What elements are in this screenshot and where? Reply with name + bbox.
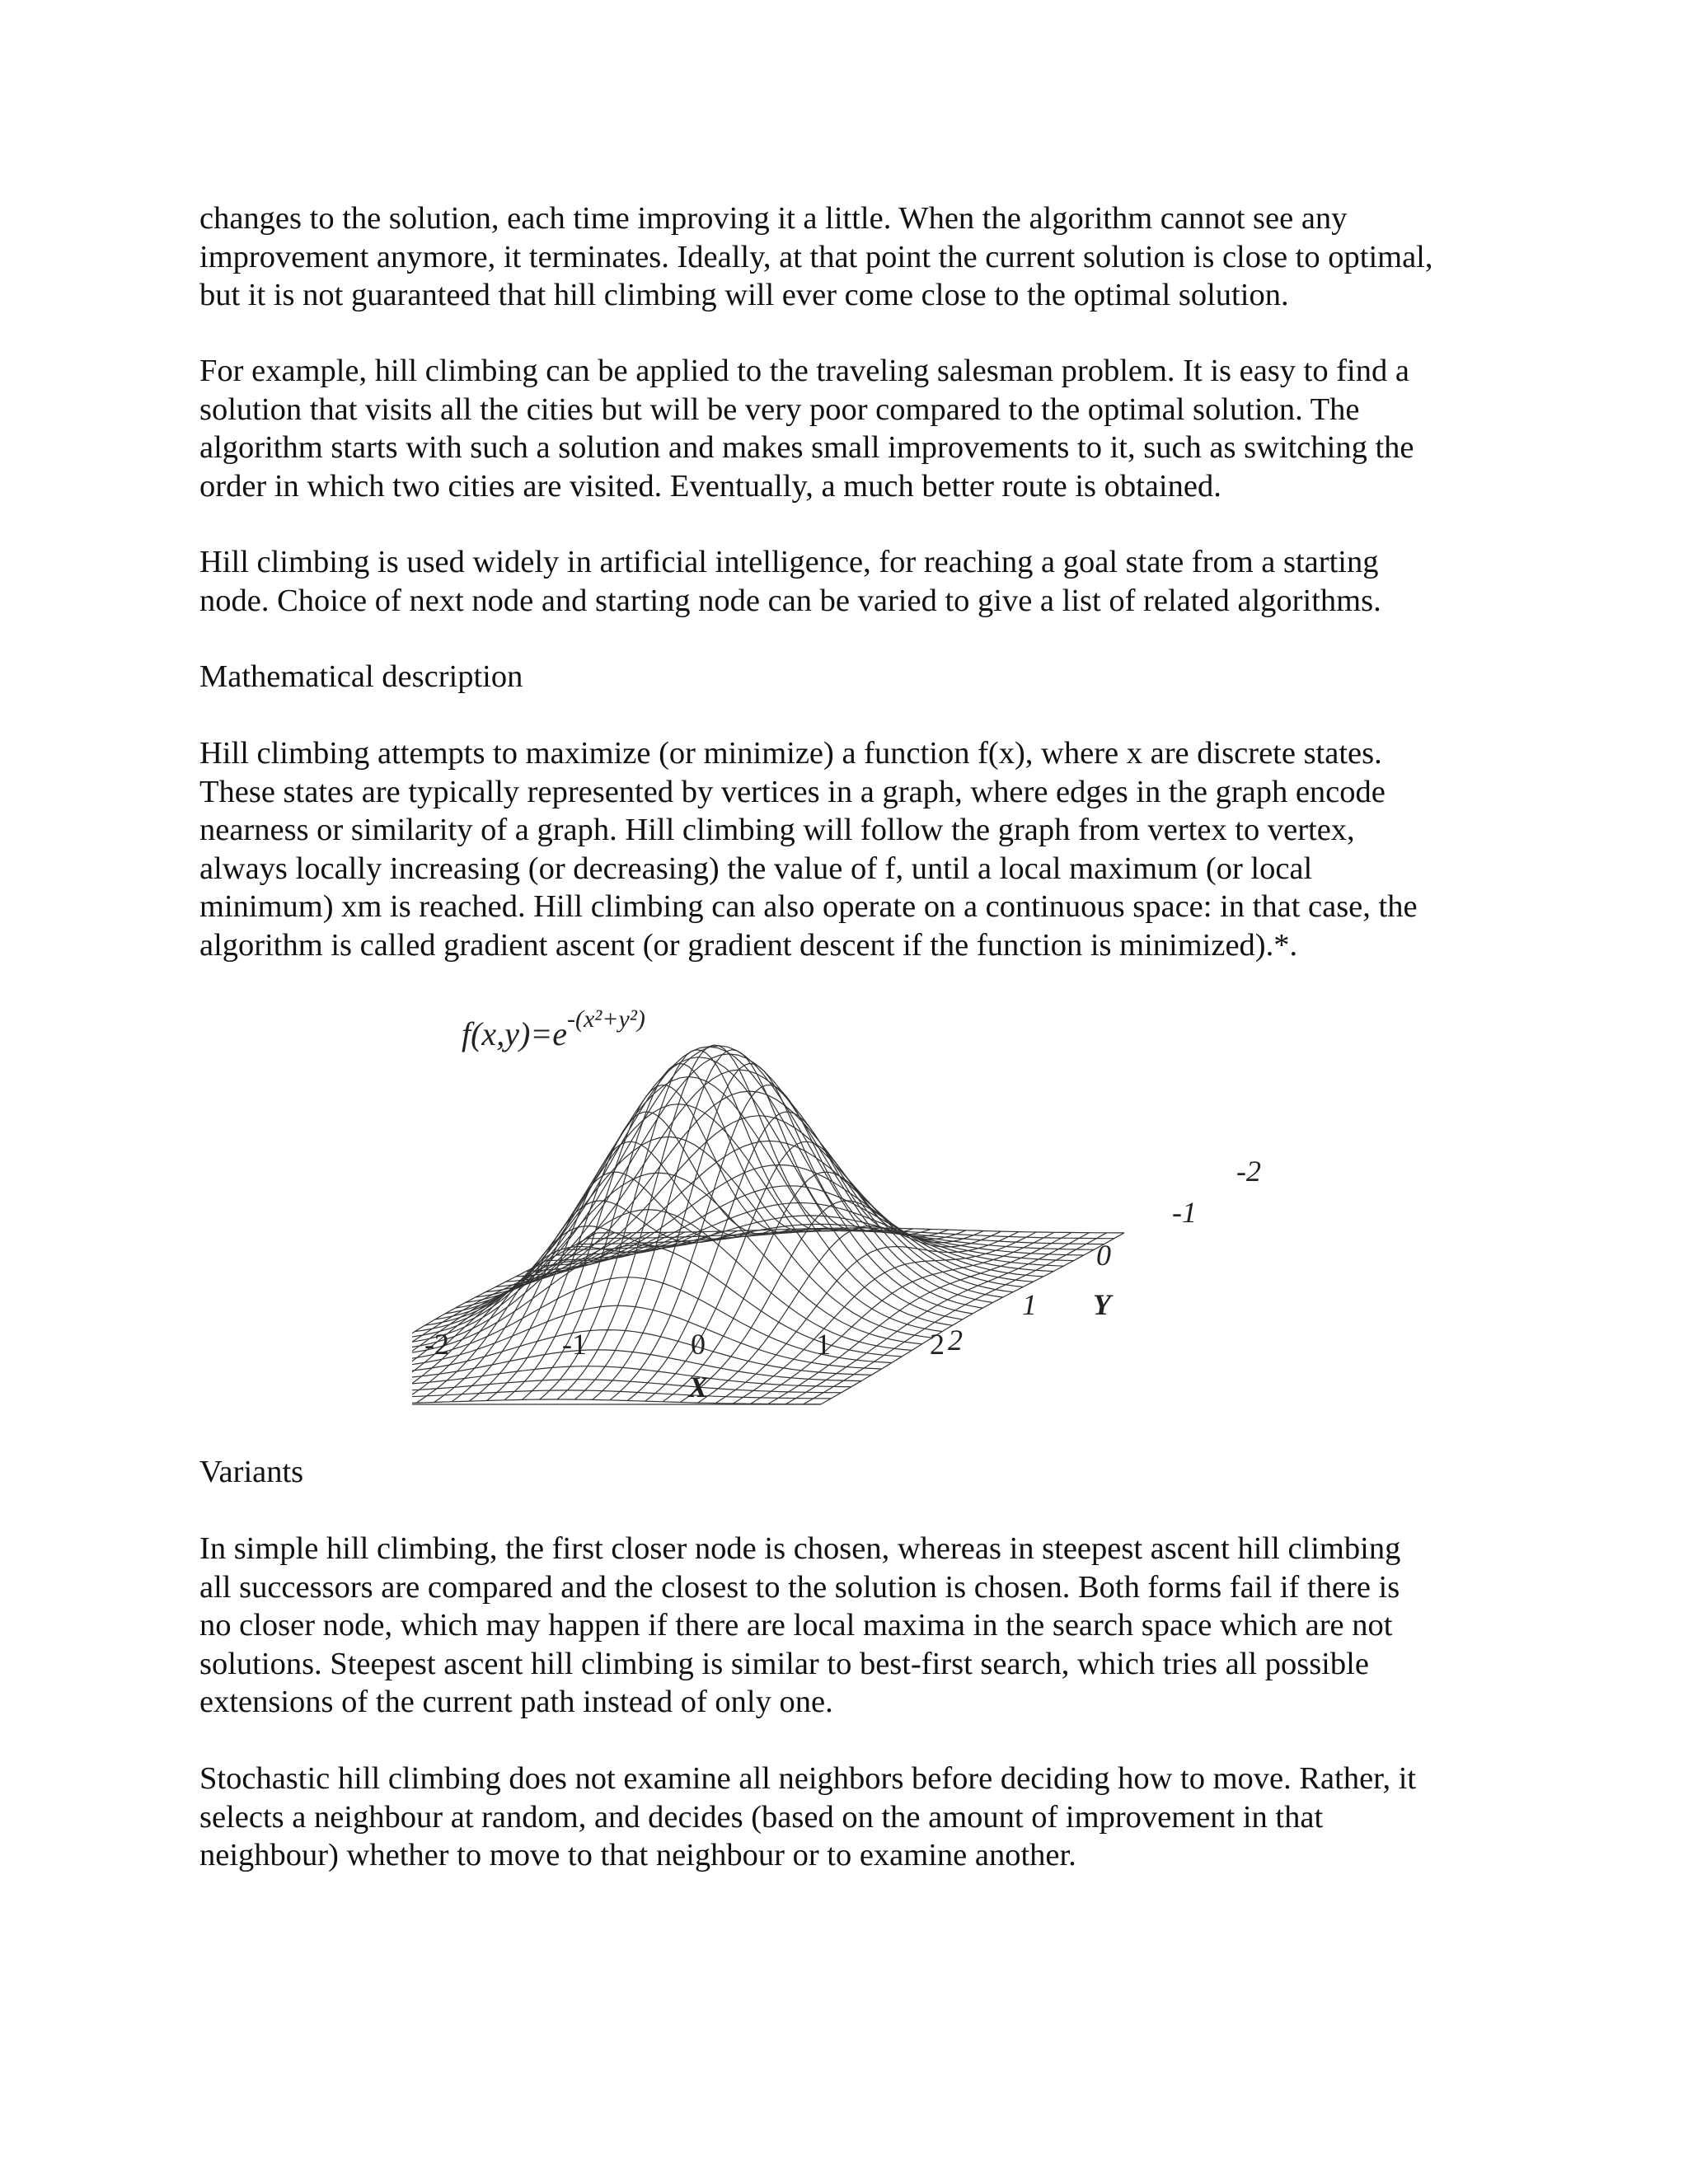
section-heading-variants: Variants: [199, 1455, 304, 1489]
surface-grid-line-x: [412, 1232, 685, 1404]
x-axis-label: X: [688, 1371, 709, 1404]
paragraph-ai-usage: [199, 543, 1535, 620]
text-line: solutions. Steepest ascent hill climbing is similar to best-first search, which tries all possible: [199, 1646, 1369, 1681]
text-line: neighbour) whether to move to that neighbour or to examine another.: [199, 1838, 1076, 1872]
surface-grid-line-x: [469, 1141, 772, 1401]
surface-plot: [412, 989, 1286, 1426]
surface-grid-line-y: [412, 1330, 871, 1376]
formula-base: f(x,y)=e: [462, 1015, 568, 1052]
x-tick-label: 2: [930, 1328, 945, 1361]
y-tick-label: 0: [1096, 1239, 1111, 1272]
surface-grid-line-x: [821, 1233, 1124, 1404]
function-formula: [462, 1005, 645, 1053]
text-line: Hill climbing is used widely in artificial intelligence, for reaching a goal state from a starting: [199, 545, 1379, 579]
text-line: node. Choice of next node and starting node can be varied to give a list of related algorithms.: [199, 583, 1381, 618]
x-tick-label: 0: [691, 1328, 706, 1361]
x-tick-label: 1: [816, 1328, 831, 1361]
y-tick-label: -1: [1172, 1196, 1197, 1229]
gaussian-surface-figure: [412, 989, 1286, 1426]
text-line: nearness or similarity of a graph. Hill climbing will follow the graph from vertex to vertex,: [199, 813, 1355, 847]
text-line: algorithm starts with such a solution and makes small improvements to it, such as switching the: [199, 430, 1414, 465]
text-line: algorithm is called gradient ascent (or gradient descent if the function is minimized).*.: [199, 927, 1298, 963]
text-line: but it is not guaranteed that hill climbing will ever come close to the optimal solution.: [199, 278, 1289, 312]
paragraph-stochastic: [199, 1760, 1535, 1875]
text-line: order in which two cities are visited. Eventually, a much better route is obtained.: [199, 468, 1221, 504]
surface-grid-line-y: [412, 1173, 922, 1344]
section-heading-mathematical-description: Mathematical description: [199, 659, 523, 694]
text-line: selects a neighbour at random, and decides (based on the amount of improvement in that: [199, 1799, 1324, 1835]
y-tick-label: 1: [1022, 1288, 1037, 1321]
text-line: improvement anymore, it terminates. Ideally, at that point the current solution is close to optimal,: [199, 239, 1433, 274]
text-line: minimum) xm is reached. Hill climbing can also operate on a continuous space: in that case, the: [199, 889, 1418, 924]
surface-grid-line-x: [785, 1233, 1089, 1404]
text-line: all successors are compared and the closest to the solution is chosen. Both forms fail if there is: [199, 1569, 1400, 1605]
paragraph-hill-climbing-intro: [199, 199, 1535, 315]
surface-grid-line-x: [627, 1112, 931, 1400]
formula-exponent: -(x²+y²): [567, 1005, 645, 1033]
x-tick-label: -1: [562, 1328, 587, 1361]
y-tick-label: -2: [1236, 1155, 1261, 1188]
x-tick-label: -2: [424, 1328, 449, 1361]
text-line: solution that visits all the cities but will be very poor compared to the optimal solution. The: [199, 391, 1360, 427]
surface-grid-line-y: [412, 1399, 821, 1404]
text-line: changes to the solution, each time improving it a little. When the algorithm cannot see any: [199, 201, 1348, 236]
text-line: extensions of the current path instead of only one.: [199, 1685, 833, 1719]
text-line: In simple hill climbing, the first closer node is chosen, whereas in steepest ascent hill climbing: [199, 1531, 1401, 1566]
paragraph-math-description: [199, 734, 1535, 964]
text-line: Stochastic hill climbing does not examine all neighbors before deciding how to move. Rather, it: [199, 1761, 1417, 1796]
text-line: no closer node, which may happen if there are local maxima in the search space which are not: [199, 1608, 1393, 1643]
text-line: Hill climbing attempts to maximize (or minimize) a function f(x), where x are discrete states.: [199, 736, 1382, 771]
text-line: always locally increasing (or decreasing) the value of f, until a local maximum (or local: [199, 851, 1313, 886]
text-line: For example, hill climbing can be applied to the traveling salesman problem. It is easy to find a: [199, 354, 1409, 388]
y-tick-label: 2: [948, 1324, 963, 1357]
paragraph-simple-steepest: [199, 1530, 1535, 1722]
y-axis-label: Y: [1093, 1288, 1111, 1321]
text-line: These states are typically represented by vertices in a graph, where edges in the graph encode: [199, 774, 1386, 809]
paragraph-tsp-example: [199, 352, 1535, 505]
surface-grid-line-y: [412, 1366, 851, 1387]
